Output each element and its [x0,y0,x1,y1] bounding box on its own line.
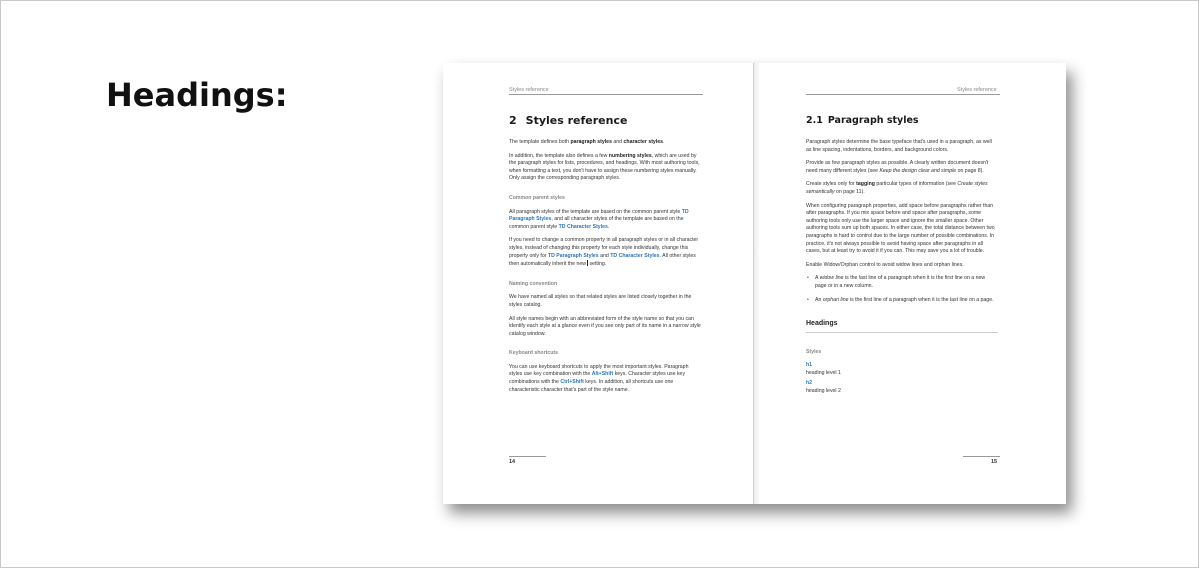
running-head-rule [509,94,703,95]
left-body [509,139,701,400]
section-heading [806,115,919,126]
left-page [443,63,754,504]
book-spread [443,63,1066,504]
footer-rule [509,456,546,457]
list-item: • An orphan line is the first line of a paragraph when it is the last line on a page. [806,297,998,305]
subheading: Common parent styles [509,194,565,201]
paragraph: You can use keyboard shortcuts to apply the most important styles. Paragraph styles use key combination with the Alt+Shift keys. Character styles use key combinations with the Ctrl+Shift keys. In addition, all shortcuts use one characteristic character that's part of the style name. [509,363,689,393]
running-head: Styles reference [957,87,997,93]
paragraph: In addition, the template also defines a few numbering styles, which are used by the paragraph styles for lists, procedures, and headings. With most authoring tools, when formatting a text, you don't have to assign these numbering styles manually. Only assign the corresponding paragraph styles. [509,152,700,182]
paragraph: When configuring paragraph properties, add space before paragraphs rather than after paragraphs. If you mix space before and space after paragraphs, some authoring tools only use the larger space and ignore the smaller space. Other authoring tools sum up both spaces. In either case, the total distance between two paragraphs is hard to control due to the large number of possible combinations. In practice, it's not always possible to avoid having space after paragraphs in all cases, but at least try to avoid it if you can. This may save you a lot of trouble. [806,202,995,255]
paragraph: Paragraph styles determine the base typeface that's used in a paragraph, as well as line spacing, indentations, borders, and background colors. [806,139,992,153]
style-link[interactable]: TD Paragraph Styles [509,208,689,223]
paragraph: Create styles only for tagging particular types of information (see Create styles semantically on page 11). [806,181,988,195]
section-number: 2.1 [806,115,823,126]
style-description: heading level 1 [806,369,841,376]
paragraph: The template defines both paragraph styles and character styles. [509,139,665,145]
headings-section-title: Headings [806,320,998,333]
page-number: 15 [991,459,998,465]
paragraph: Enable Widow/Orphan control to avoid widow lines and orphan lines. [806,261,964,268]
paragraph: If you need to change a common property in all paragraph styles or in all character styles, instead of changing this property for each style individually, change this property only for TD Paragraph Styles and TD Character Styles. All other styles then automatically inherit the new setting. [509,237,699,268]
paragraph: All paragraph styles of the template are based on the common parent style TD Paragraph Styles, and all character styles of the template are based on the common parent style TD Character Styles. [509,208,689,230]
subheading: Naming convention [509,280,558,287]
shortcut-link[interactable]: Ctrl+Shift [560,379,584,386]
style-description: heading level 2 [806,388,841,395]
page-number: 14 [509,459,516,465]
running-head-rule [806,94,1000,95]
style-code-h1[interactable]: h1 [806,362,813,369]
shortcut-link[interactable]: Alt+Shift [591,371,614,378]
chapter-heading [509,114,627,127]
chapter-number: 2 [509,114,517,127]
style-code-h2[interactable]: h2 [806,380,813,387]
subheading: Keyboard shortcuts [509,350,559,357]
section-title: Paragraph styles [827,115,919,126]
slide-title: Headings: [106,76,288,114]
style-link[interactable]: TD Character Styles [610,252,660,259]
paragraph: Provide as few paragraph styles as possible. A clearly written document doesn't need many different styles (see Keep the design clear and simple on page 8). [806,160,989,174]
style-link[interactable]: TD Paragraph Styles [547,252,599,259]
right-body [806,139,998,402]
chapter-title: Styles reference [525,114,628,127]
footer-rule [963,456,1000,457]
right-page [754,63,1066,504]
styles-label: Styles [806,348,822,355]
style-link[interactable]: TD Character Styles [558,223,608,230]
running-head: Styles reference [509,87,549,93]
paragraph: We have named all styles so that related styles are listed closely together in the styles catalog. [509,294,692,308]
list-item: • A widow line is the last line of a paragraph when it is the first line on a new page or in a new column. [806,275,998,290]
paragraph: All style names begin with an abbreviated form of the style name so that you can identify each style at a glance even if you see only part of its name in a narrow style catalog window. [509,315,701,337]
